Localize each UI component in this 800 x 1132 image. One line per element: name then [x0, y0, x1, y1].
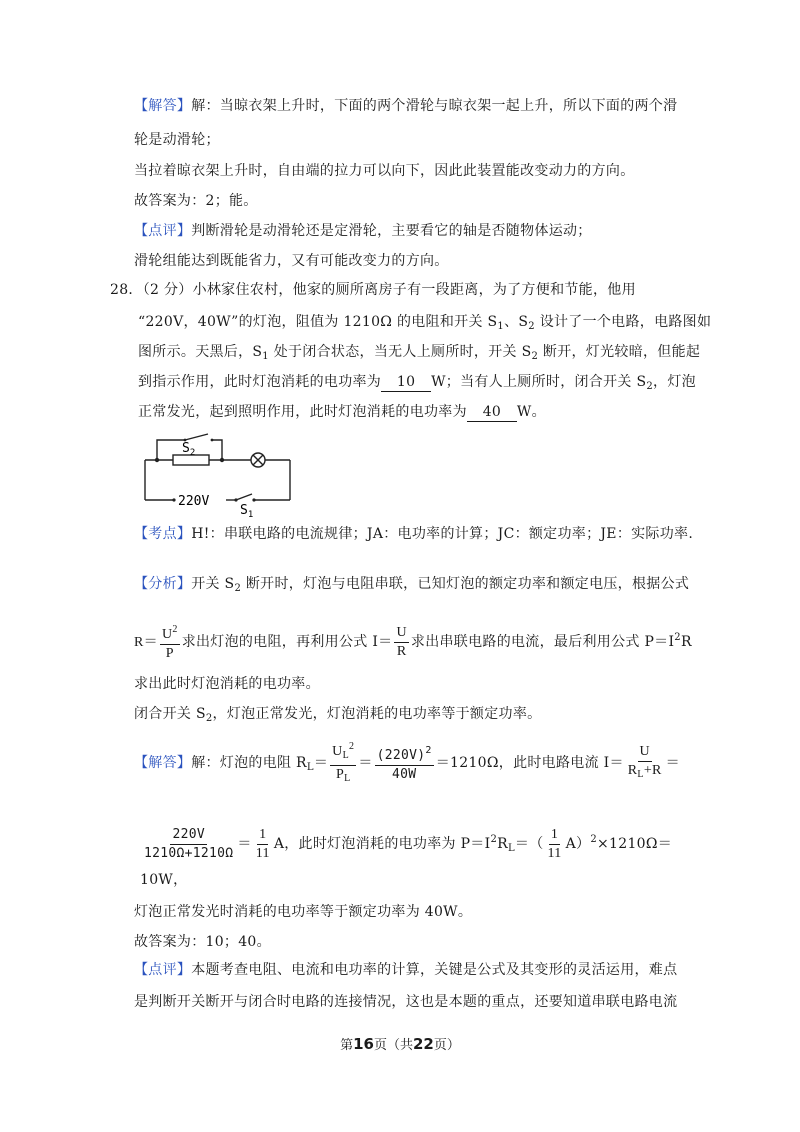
answer-line-1 [134, 96, 677, 116]
analysis-line-1: 【分析】开关 $S_2$ 断开时，灯泡与电阻串联，已知灯泡的额定功率和额定电压，根据公式 [134, 576, 690, 594]
analysis-line-2: R＝ $\frac{U^2}{P}$ 求出灯泡的电阻，再利用公式 I＝ $\frac{U}{R}$ 求出串联电路的电流，最后利用公式 $P=I^2R$ [134, 618, 692, 663]
comment-tag: 【点评】 [134, 223, 192, 239]
comment-line-1 [134, 221, 592, 241]
question-number: 28． [110, 282, 143, 298]
comment-line-2: 滑轮组能达到既能省力，又有可能改变力的方向。 [134, 253, 449, 269]
kaodian-tag: 【考点】 [134, 526, 192, 542]
label-s1: $S_1$ [240, 503, 254, 520]
page-footer: 第16页（共22页） [340, 1035, 460, 1053]
answer-blank-1: 10 [381, 374, 431, 392]
review-tag: 【点评】 [134, 962, 192, 978]
switch-s1-blade [236, 494, 252, 500]
label-voltage: 220V [178, 494, 210, 509]
question-28-line-4: 到指示作用，此时灯泡消耗的电功率为 10 W；当有人上厕所时，闭合开关 $S_2$，灯泡 [138, 374, 696, 392]
fraction-1-11: $\frac{1}{11}$ [255, 826, 270, 861]
answer-text: 解：当晾衣架上升时，下面的两个滑轮与晾衣架一起上升，所以下面的两个滑 [191, 98, 678, 114]
answer-tag: 【解答】 [134, 98, 192, 114]
solution-line-1: 【解答】解：灯泡的电阻 $R_L=$ $\frac{U_L^2}{P_L}$ ＝ $\frac{(220V)^2}{40W}$ ＝1210Ω，此时电路电流 I＝ $\frac{U}{R_L+R}$ ＝ [134, 738, 680, 790]
switch-s2-blade [185, 434, 208, 440]
analysis-line-4: 闭合开关 $S_2$，灯泡正常发光，灯泡消耗的电功率等于额定功率。 [134, 706, 542, 724]
label-s2: $S_2$ [182, 441, 196, 458]
kaodian-line: 【考点】H!：串联电路的电流规律；JA：电功率的计算；JC：额定功率；JE：实际功率. [134, 526, 694, 542]
solution-line-2: $\frac{220V}{1210\Omega+1210\Omega}$ ＝ $\frac{1}{11}$ A，此时灯泡消耗的电功率为 $P=I^2R_L=$（ $\frac{1}{11}$ A）$^2$×1210Ω＝ [144, 826, 673, 861]
formula-r-fraction: $\frac{U^2}{P}$ [160, 621, 180, 663]
current-page-number: 16 [353, 1035, 374, 1053]
answer-line-2: 轮是动滑轮； [134, 132, 220, 148]
solution-tag: 【解答】 [134, 755, 192, 771]
solution-line-4: 灯泡正常发光时消耗的电功率等于额定功率为 40W。 [134, 904, 473, 920]
question-28-line-2: “220V，40W”的灯泡，阻值为 1210Ω 的电阻和开关 $S_1$、$S_2$ 设计了一个电路，电路图如 [138, 314, 712, 332]
answer-line-4: 故答案为：2；能。 [134, 193, 258, 209]
analysis-line-3: 求出此时灯泡消耗的电功率。 [134, 676, 320, 692]
fraction-1-11-b: $\frac{1}{11}$ [547, 826, 562, 861]
wire-top-left [157, 440, 185, 460]
question-28-line-3: 图所示。天黑后，$S_1$ 处于闭合状态，当无人上厕所时，开关 $S_2$ 断开，灯光较暗，但能起 [138, 344, 701, 362]
wire-top-right [212, 440, 222, 460]
comment-text: 判断滑轮是动滑轮还是定滑轮，主要看它的轴是否随物体运动； [191, 223, 592, 239]
answer-line-3: 当拉着晾衣架上升时，自由端的拉力可以向下，因此此装置能改变动力的方向。 [134, 163, 635, 179]
solution-line-5: 故答案为：10；40。 [134, 934, 271, 950]
fraction-220v-40w: $\frac{(220V)^2}{40W}$ [375, 742, 434, 784]
question-28-line-5: 正常发光，起到照明作用，此时灯泡消耗的电功率为 40 W。 [138, 404, 546, 420]
review-line-2: 是判断开关断开与闭合时电路的连接情况，这也是本题的重点，还要知道串联电路电流 [134, 994, 678, 1010]
analysis-tag: 【分析】 [134, 576, 192, 592]
answer-blank-2: 40 [467, 404, 517, 422]
total-page-number: 22 [413, 1035, 434, 1053]
solution-line-3: 10W， [140, 872, 188, 888]
formula-i-fraction: $\frac{U}{R}$ [396, 624, 407, 659]
fraction-220v-2420: $\frac{220V}{1210\Omega+1210\Omega}$ [144, 826, 234, 861]
fraction-ul2-pl: $\frac{U_L^2}{P_L}$ [330, 738, 356, 788]
circuit-diagram [140, 432, 300, 520]
review-line-1: 【点评】本题考查电阻、电流和电功率的计算，关键是公式及其变形的灵活运用，难点 [134, 962, 678, 978]
question-28-line-1: 28．（2 分）小林家住农村，他家的厕所离房子有一段距离，为了方便和节能，他用 [110, 282, 636, 298]
fraction-u-rl-r: $\frac{U}{R_L+R}$ [627, 743, 662, 780]
